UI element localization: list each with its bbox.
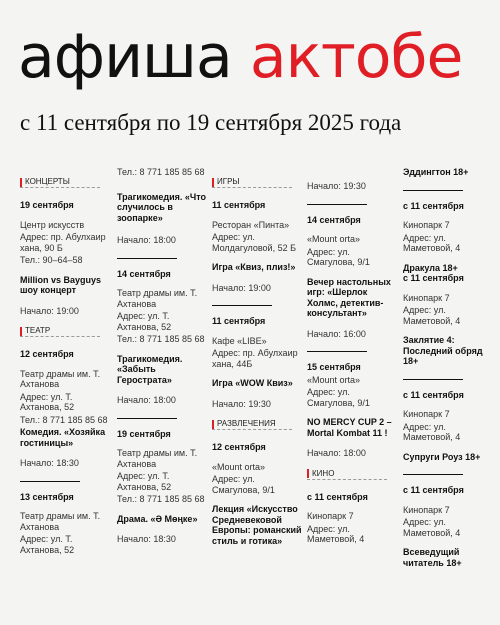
event-address: Адрес: ул. Маметовой, 4 (403, 305, 461, 326)
event-title: NO MERCY CUP 2 – Mortal Kombat 11 ! (307, 417, 392, 438)
section-header-cinema (307, 469, 387, 480)
divider (212, 305, 272, 306)
divider (403, 474, 463, 475)
column-3 (212, 167, 305, 556)
divider (117, 418, 177, 419)
event-address: Адрес: ул. Т. Ахтанова, 52 (117, 471, 172, 492)
event-title: Трагикомедия. «Что случилось в зоопарке» (117, 191, 206, 223)
event-venue: Театр драмы им. Т. Ахтанова (20, 368, 101, 389)
event-venue: «Mount orta» (307, 374, 361, 385)
event-address: Адрес: ул. Т. Ахтанова, 52 (20, 534, 75, 555)
event-address: Адрес: ул. Молдагуловой, 52 Б (212, 232, 296, 253)
event-date: 11 сентября (212, 316, 266, 326)
event-date: 12 сентября (212, 442, 266, 452)
section-header-theatre (20, 326, 100, 337)
event-address: Адрес: ул. Маметовой, 4 (307, 523, 365, 544)
event-address: Адрес: пр. Абулхаир хана, 44Б (212, 348, 298, 369)
event-title: Лекция «Искусство Средневековой Европы: романский стиль и готика» (212, 504, 302, 546)
event-venue: Кинопарк 7 (403, 220, 450, 230)
event-date: 19 сентября (20, 200, 74, 210)
event-time: Начало: 18:30 (20, 458, 79, 468)
section-marker-icon (212, 420, 214, 429)
divider (20, 481, 80, 482)
event-title: Комедия. «Хозяйка гостиницы» (20, 427, 106, 448)
event-date: с 11 сентября (403, 273, 464, 283)
section-label: КОНЦЕРТЫ (25, 177, 70, 186)
event-title: Дракула 18+ (403, 262, 458, 273)
event-venue: Кинопарк 7 (307, 511, 354, 521)
column-2 (117, 167, 210, 555)
event-title: Супруги Роуз 18+ (403, 451, 481, 462)
event-date: 14 сентября (117, 268, 171, 279)
event-time: Начало: 16:00 (307, 328, 366, 339)
event-address: Адрес: ул. Маметовой, 4 (403, 517, 461, 538)
event-time: Начало: 19:30 (307, 181, 366, 191)
event-venue: Театр драмы им. Т. Ахтанова (20, 511, 101, 532)
event-title: Игра «Квиз, плиз!» (212, 262, 296, 272)
event-address: Адрес: ул. Т. Ахтанова, 52 (20, 391, 75, 412)
event-date: с 11 сентября (403, 389, 464, 400)
event-title: Вечер настольных игр: «Шерлок Холмс, детектив-консультант» (307, 276, 391, 318)
page-title (18, 22, 462, 92)
event-venue: Кинопарк 7 (403, 292, 450, 303)
divider (403, 190, 463, 191)
event-title: Драма. «Ә Мөңке» (117, 513, 198, 524)
event-venue: Театр драмы им. Т. Ахтанова (117, 448, 198, 469)
event-address: Адрес: ул. Т. Ахтанова, 52 (117, 311, 172, 332)
divider (307, 204, 367, 205)
event-date: с 11 сентября (307, 491, 368, 502)
event-date: с 11 сентября (403, 200, 464, 211)
event-address: Адрес: пр. Абулхаир хана, 90 Б (20, 232, 106, 253)
column-1 (20, 167, 112, 557)
section-label: РАЗВЛЕЧЕНИЯ (217, 419, 276, 428)
title-word-city: актобе (249, 22, 463, 92)
section-marker-icon (212, 178, 214, 187)
event-title: Игра «WOW Квиз» (212, 378, 293, 388)
section-header-entertainment (212, 419, 292, 430)
event-address: Адрес: ул. Смагулова, 9/1 (212, 474, 275, 495)
event-phone: Тел.: 8 771 185 85 68 (117, 167, 205, 177)
event-venue: Центр искусств (20, 219, 85, 230)
event-time: Начало: 18:00 (117, 395, 176, 405)
divider (307, 351, 367, 352)
event-date: 15 сентября (307, 362, 361, 372)
title-word-afisha: афиша (18, 22, 232, 92)
event-venue: «Mount orta» (307, 234, 361, 244)
section-marker-icon (307, 469, 309, 478)
event-date: 11 сентября (212, 200, 266, 210)
section-marker-icon (20, 178, 22, 187)
section-label: ТЕАТР (25, 326, 51, 335)
section-label: ИГРЫ (217, 177, 240, 186)
event-time: Начало: 18:00 (117, 235, 176, 245)
event-title: Трагикомедия. «Забыть Герострата» (117, 353, 183, 385)
event-address: Адрес: ул. Смагулова, 9/1 (307, 387, 370, 408)
event-venue: Кинопарк 7 (403, 409, 450, 419)
event-venue: Кафе «LIBE» (212, 335, 267, 346)
event-date: 12 сентября (20, 349, 74, 359)
event-venue: Ресторан «Пинта» (212, 219, 290, 230)
event-time: Начало: 18:30 (117, 534, 176, 544)
event-address: Адрес: ул. Смагулова, 9/1 (307, 246, 370, 267)
event-date: с 11 сентября (403, 485, 464, 495)
event-time: Начало: 19:30 (212, 398, 271, 409)
event-phone: Тел.: 8 771 185 85 68 (20, 414, 108, 425)
event-time: Начало: 19:00 (212, 282, 271, 293)
event-phone: Тел.: 8 771 185 85 68 (117, 494, 205, 504)
event-venue: «Mount orta» (212, 461, 266, 472)
event-phone: Тел.: 90–64–58 (20, 255, 83, 265)
event-address: Адрес: ул. Маметовой, 4 (403, 421, 461, 442)
section-header-concerts (20, 177, 100, 188)
event-date: 19 сентября (117, 428, 171, 439)
event-date: 14 сентября (307, 214, 361, 225)
event-title: Эддингтон 18+ (403, 167, 469, 177)
event-title: Заклятие 4: Последний обряд 18+ (403, 335, 483, 366)
date-range-subtitle: с 11 сентября по 19 сентября 2025 года (20, 110, 402, 135)
event-time: Начало: 18:00 (307, 448, 366, 458)
event-venue: Театр драмы им. Т. Ахтанова (117, 288, 198, 309)
section-marker-icon (20, 327, 22, 336)
event-title: Million vs Bayguys шоу концерт (20, 274, 102, 295)
section-label: КИНО (312, 468, 335, 478)
event-time: Начало: 19:00 (20, 305, 79, 316)
section-header-games (212, 177, 292, 188)
column-4 (307, 167, 400, 547)
divider (403, 379, 463, 380)
event-date: 13 сентября (20, 491, 74, 502)
event-address: Адрес: ул. Маметовой, 4 (403, 232, 461, 253)
event-title: Всеведущий читатель 18+ (403, 547, 462, 568)
event-phone: Тел.: 8 771 185 85 68 (117, 334, 205, 344)
event-venue: Кинопарк 7 (403, 504, 450, 515)
column-5 (403, 167, 495, 578)
divider (117, 258, 177, 259)
